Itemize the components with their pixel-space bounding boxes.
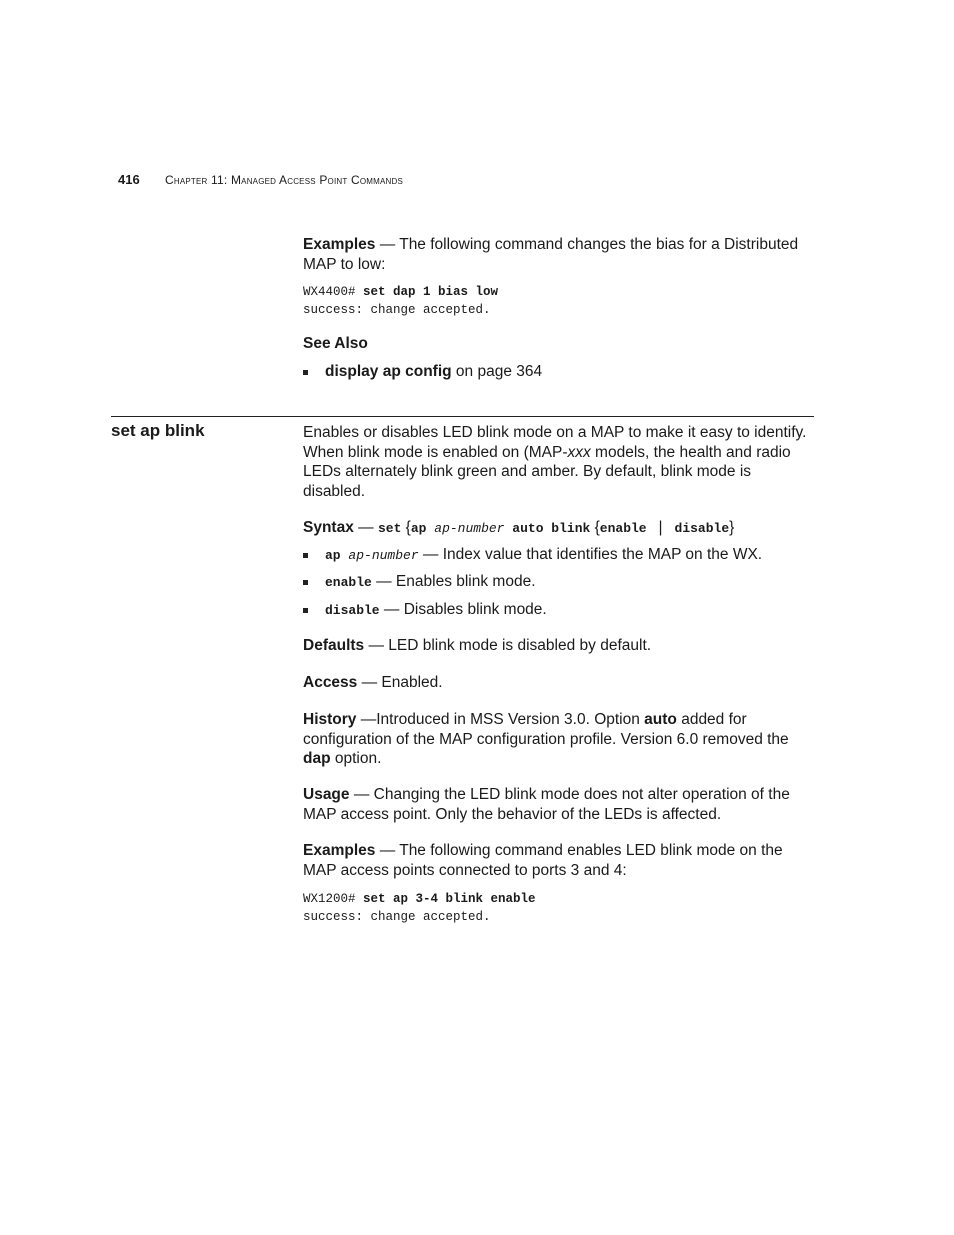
- bullet-icon: [303, 553, 308, 558]
- chapter-title: Chapter 11: Managed Access Point Commands: [165, 173, 404, 187]
- code-block: [303, 283, 498, 319]
- syntax-set: set: [377, 521, 402, 536]
- examples-paragraph-2: [303, 841, 815, 880]
- intro-text-2: models, the health and radio LEDs alternately blink green and amber. By default, blink mode is disabled.: [303, 443, 791, 500]
- syntax-brace-open-2: {: [590, 519, 600, 536]
- defaults-text: — LED blink mode is disabled by default.: [364, 637, 652, 654]
- intro-text-1: Enables or disables LED blink mode on a MAP to make it easy to identify. When blink mode is enabled on (MAP-: [303, 424, 807, 461]
- param-keyword: disable: [325, 603, 380, 618]
- see-also-suffix: on page 364: [451, 363, 543, 380]
- code-result: success: change accepted.: [303, 303, 491, 317]
- history-auto: auto: [644, 711, 677, 728]
- usage-text: — Changing the LED blink mode does not alter operation of the MAP access point. Only the behavior of the LEDs is affected.: [303, 786, 790, 823]
- bullet-icon: [303, 608, 308, 613]
- code-prompt: WX4400#: [303, 285, 364, 299]
- see-also-label: See Also: [303, 335, 368, 352]
- examples-label: Examples: [303, 236, 376, 253]
- examples-text: — The following command changes the bias for a Distributed MAP to low:: [303, 236, 799, 273]
- examples-label-2: Examples: [303, 842, 376, 859]
- defaults-label: Defaults: [303, 637, 365, 654]
- param-item: [325, 600, 547, 621]
- syntax-brace-close: }: [729, 519, 735, 536]
- syntax-ap: ap: [410, 521, 427, 536]
- param-item: [325, 545, 762, 566]
- history-dap: dap: [303, 750, 331, 767]
- section-divider: [111, 416, 814, 417]
- access-text: — Enabled.: [357, 674, 443, 691]
- access-paragraph: [303, 673, 815, 693]
- see-also-heading: [303, 334, 815, 354]
- usage-paragraph: [303, 785, 815, 824]
- bullet-icon: [303, 370, 308, 375]
- see-also-item: [325, 362, 542, 382]
- history-text-3: option.: [330, 750, 382, 767]
- syntax-dash: —: [353, 519, 378, 536]
- param-desc: — Index value that identifies the MAP on the WX.: [418, 546, 763, 563]
- param-keyword: enable: [325, 575, 372, 590]
- usage-label: Usage: [303, 786, 350, 803]
- code-command-2: set ap 3-4 blink enable: [363, 892, 536, 906]
- code-block-2: [303, 890, 536, 926]
- intro-text-xxx: xxx: [567, 443, 591, 461]
- code-result-2: success: change accepted.: [303, 910, 491, 924]
- param-arg: ap-number: [340, 548, 419, 563]
- intro-paragraph: [303, 423, 815, 501]
- param-desc: — Disables blink mode.: [379, 601, 547, 618]
- param-keyword: ap: [325, 548, 341, 563]
- history-paragraph: [303, 710, 815, 769]
- history-text-1: —Introduced in MSS Version 3.0. Option: [356, 711, 645, 728]
- code-command: set dap 1 bias low: [363, 285, 499, 299]
- see-also-link[interactable]: display ap config: [325, 363, 452, 380]
- bullet-icon: [303, 580, 308, 585]
- defaults-paragraph: [303, 636, 815, 656]
- param-desc: — Enables blink mode.: [371, 573, 536, 590]
- syntax-enable: enable: [599, 521, 647, 536]
- syntax-line: [303, 518, 815, 539]
- examples-text-2: — The following command enables LED blink mode on the MAP access points connected to ports 3 and 4:: [303, 842, 783, 879]
- section-title: set ap blink: [111, 421, 205, 440]
- syntax-brace-open: {: [401, 519, 411, 536]
- page-number: 416: [118, 172, 140, 187]
- history-label: History: [303, 711, 357, 728]
- examples-paragraph: [303, 235, 815, 274]
- syntax-disable: disable: [674, 521, 730, 536]
- history-text-2: added for configuration of the MAP configuration profile. Version 6.0 removed the: [303, 711, 789, 748]
- syntax-ap-number: ap-number: [426, 521, 505, 536]
- syntax-label: Syntax: [303, 519, 354, 536]
- code-prompt-2: WX1200#: [303, 892, 364, 906]
- access-label: Access: [303, 674, 358, 691]
- param-item: [325, 572, 536, 593]
- syntax-pipe: |: [646, 519, 675, 537]
- syntax-auto-blink: auto blink: [504, 521, 591, 536]
